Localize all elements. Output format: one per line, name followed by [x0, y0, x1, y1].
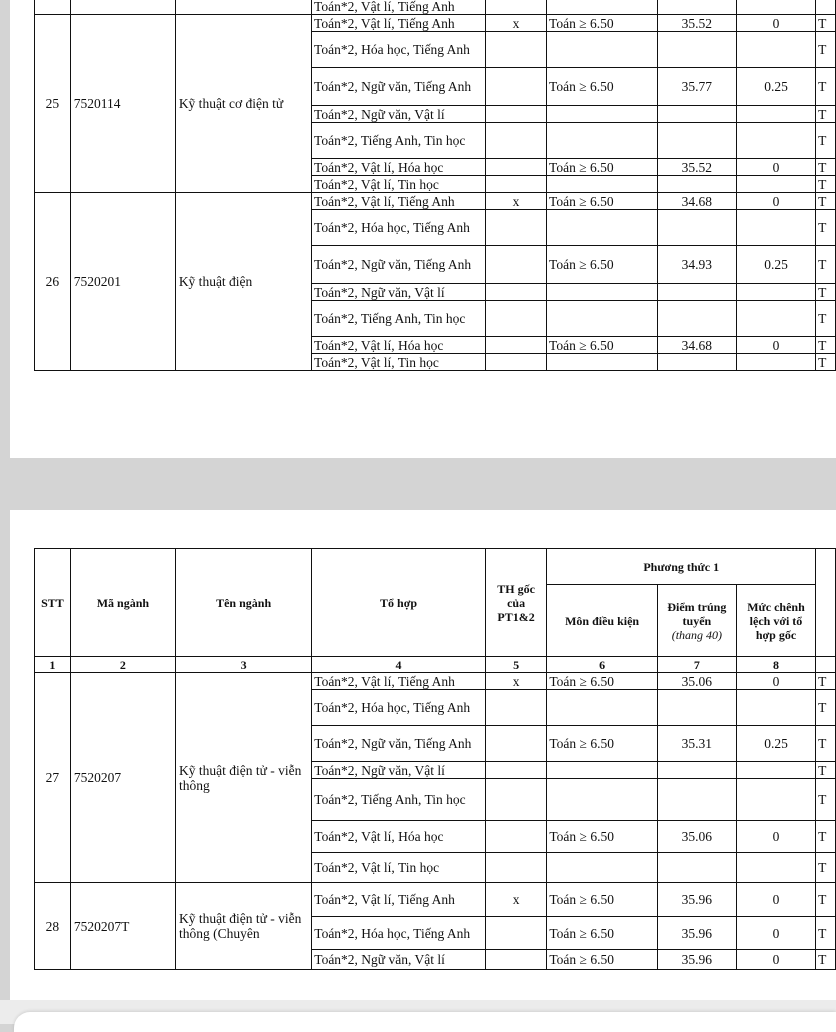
- row-combo: Toán*2, Hóa học, Tiếng Anh: [312, 32, 486, 68]
- document-page-1: [10, 0, 836, 458]
- row-combo: Toán*2, Vật lí, Tiếng Anh: [312, 193, 486, 210]
- row-combo: Toán*2, Vật lí, Tiếng Anh: [312, 15, 486, 32]
- row-combo: Toán*2, Tiếng Anh, Tin học: [312, 301, 486, 337]
- col-header-edge: [816, 549, 836, 657]
- row-score: 35.52: [657, 159, 736, 176]
- row-combo: Toán*2, Ngữ văn, Tiếng Anh: [312, 726, 486, 762]
- row-major-name: Kỹ thuật điện tử - viễn thông: [175, 673, 311, 883]
- row-orig-mark: [485, 821, 547, 853]
- row-edge: T: [816, 246, 836, 284]
- row-orig-mark: [485, 354, 546, 371]
- row-combo: Toán*2, Ngữ văn, Tiếng Anh: [312, 246, 486, 284]
- row-score: [657, 0, 736, 15]
- row-orig-mark: [485, 690, 547, 726]
- row-condition: [547, 176, 658, 193]
- row-edge: T: [816, 15, 836, 32]
- row-combo: Toán*2, Tiếng Anh, Tin học: [312, 779, 486, 821]
- table-row: [35, 0, 836, 15]
- col-header-method: Phương thức 1: [547, 549, 816, 585]
- row-edge: T: [816, 354, 836, 371]
- row-orig-mark: x: [485, 15, 546, 32]
- row-combo: Toán*2, Tiếng Anh, Tin học: [312, 123, 486, 159]
- column-number-row: [35, 657, 836, 673]
- row-edge: T: [816, 106, 836, 123]
- row-score: [657, 106, 736, 123]
- row-diff: 0.25: [736, 68, 815, 106]
- row-diff: [736, 301, 815, 337]
- row-diff: [736, 762, 815, 779]
- row-diff: [736, 176, 815, 193]
- table-row: [35, 673, 836, 690]
- row-orig-mark: [485, 159, 546, 176]
- row-condition: Toán ≥ 6.50: [547, 726, 657, 762]
- row-major-code: 7520207: [70, 673, 175, 883]
- table-header: [35, 549, 836, 673]
- admission-table-2: [34, 548, 836, 970]
- row-orig-mark: [485, 950, 547, 970]
- row-orig-mark: x: [485, 883, 547, 917]
- row-condition: [547, 762, 657, 779]
- row-diff: [736, 106, 815, 123]
- col-number: 4: [312, 657, 486, 673]
- row-orig-mark: [485, 779, 547, 821]
- col-header-orig: TH gốc của PT1&2: [485, 549, 547, 657]
- row-edge: T: [816, 883, 836, 917]
- row-score: 35.31: [657, 726, 736, 762]
- row-diff: 0: [736, 15, 815, 32]
- row-score: [657, 779, 736, 821]
- row-diff: [736, 354, 815, 371]
- row-stt: 28: [35, 883, 71, 970]
- score-header-sub: (thang 40): [671, 627, 723, 642]
- row-condition: Toán ≥ 6.50: [547, 159, 658, 176]
- col-header-score: [657, 585, 736, 657]
- row-condition: [547, 301, 658, 337]
- row-score: [657, 176, 736, 193]
- row-major-name: Kỹ thuật điện tử - viễn thông (Chuyên: [175, 883, 311, 970]
- row-score: 35.96: [657, 950, 736, 970]
- col-number: 1: [35, 657, 71, 673]
- row-score: [657, 853, 736, 883]
- row-score: 35.96: [657, 917, 736, 950]
- row-stt: 26: [35, 193, 71, 371]
- row-edge: T: [816, 726, 836, 762]
- row-orig-mark: [485, 762, 547, 779]
- col-number: 7: [657, 657, 736, 673]
- row-edge: T: [816, 337, 836, 354]
- row-score: 35.06: [657, 673, 736, 690]
- row-diff: [736, 32, 815, 68]
- row-stt: [35, 0, 71, 15]
- row-diff: [736, 0, 815, 15]
- row-diff: [736, 284, 815, 301]
- row-orig-mark: x: [485, 193, 546, 210]
- row-combo: Toán*2, Vật lí, Tin học: [312, 853, 486, 883]
- row-combo: Toán*2, Vật lí, Hóa học: [312, 821, 486, 853]
- row-condition: Toán ≥ 6.50: [547, 917, 657, 950]
- row-condition: [547, 210, 658, 246]
- row-condition: Toán ≥ 6.50: [547, 821, 657, 853]
- row-score: [657, 32, 736, 68]
- row-orig-mark: [485, 726, 547, 762]
- row-score: 35.96: [657, 883, 736, 917]
- row-edge: T: [816, 159, 836, 176]
- row-orig-mark: [485, 853, 547, 883]
- row-combo: Toán*2, Ngữ văn, Vật lí: [312, 762, 486, 779]
- row-combo: Toán*2, Ngữ văn, Tiếng Anh: [312, 68, 486, 106]
- row-orig-mark: [485, 0, 546, 15]
- row-condition: Toán ≥ 6.50: [547, 15, 658, 32]
- row-condition: [547, 690, 657, 726]
- row-combo: Toán*2, Ngữ văn, Vật lí: [312, 950, 486, 970]
- row-diff: 0: [736, 159, 815, 176]
- row-condition: [547, 32, 658, 68]
- row-combo: Toán*2, Vật lí, Tin học: [312, 354, 486, 371]
- row-condition: [547, 123, 658, 159]
- col-header-cond: Môn điều kiện: [547, 585, 657, 657]
- row-major-name: Kỹ thuật cơ điện tử: [175, 15, 311, 193]
- row-diff: 0: [736, 193, 815, 210]
- row-major-name: [175, 0, 311, 15]
- row-edge: T: [816, 821, 836, 853]
- row-combo: Toán*2, Vật lí, Tiếng Anh: [312, 0, 486, 15]
- row-diff: 0: [736, 917, 815, 950]
- col-number: 5: [485, 657, 547, 673]
- row-edge: T: [816, 779, 836, 821]
- row-edge: T: [816, 301, 836, 337]
- col-header-name: Tên ngành: [175, 549, 311, 657]
- row-diff: 0: [736, 883, 815, 917]
- row-orig-mark: [485, 284, 546, 301]
- row-condition: Toán ≥ 6.50: [547, 246, 658, 284]
- row-condition: [547, 354, 658, 371]
- row-edge: [816, 0, 836, 15]
- table-row: [35, 883, 836, 917]
- row-diff: 0.25: [736, 726, 815, 762]
- row-combo: Toán*2, Vật lí, Tin học: [312, 176, 486, 193]
- row-score: 34.93: [657, 246, 736, 284]
- row-combo: Toán*2, Hóa học, Tiếng Anh: [312, 690, 486, 726]
- row-edge: T: [816, 917, 836, 950]
- row-combo: Toán*2, Hóa học, Tiếng Anh: [312, 917, 486, 950]
- row-edge: T: [816, 673, 836, 690]
- row-condition: Toán ≥ 6.50: [547, 68, 658, 106]
- row-orig-mark: [485, 68, 546, 106]
- row-orig-mark: [485, 337, 546, 354]
- col-number: 6: [547, 657, 657, 673]
- row-stt: 25: [35, 15, 71, 193]
- row-orig-mark: [485, 123, 546, 159]
- row-orig-mark: [485, 32, 546, 68]
- row-condition: Toán ≥ 6.50: [547, 337, 658, 354]
- row-condition: [547, 853, 657, 883]
- row-major-code: 7520114: [70, 15, 175, 193]
- col-header-diff: Mức chênh lệch với tổ hợp gốc: [736, 585, 815, 657]
- row-combo: Toán*2, Ngữ văn, Vật lí: [312, 284, 486, 301]
- row-condition: Toán ≥ 6.50: [547, 883, 657, 917]
- row-edge: T: [816, 284, 836, 301]
- row-score: 34.68: [657, 193, 736, 210]
- row-edge: T: [816, 123, 836, 159]
- row-edge: T: [816, 176, 836, 193]
- row-score: [657, 762, 736, 779]
- row-major-name: Kỹ thuật điện: [175, 193, 311, 371]
- row-orig-mark: [485, 106, 546, 123]
- row-score: [657, 210, 736, 246]
- row-orig-mark: x: [485, 673, 547, 690]
- row-condition: [547, 106, 658, 123]
- bottom-sheet-edge: [14, 1012, 836, 1032]
- col-number: 2: [70, 657, 175, 673]
- row-diff: [736, 123, 815, 159]
- row-edge: T: [816, 193, 836, 210]
- row-combo: Toán*2, Hóa học, Tiếng Anh: [312, 210, 486, 246]
- row-score: 35.06: [657, 821, 736, 853]
- row-edge: T: [816, 32, 836, 68]
- col-header-code: Mã ngành: [70, 549, 175, 657]
- col-number: 3: [175, 657, 311, 673]
- row-diff: 0: [736, 673, 815, 690]
- row-score: [657, 301, 736, 337]
- col-number: 8: [736, 657, 815, 673]
- row-diff: 0: [736, 950, 815, 970]
- col-number: [816, 657, 836, 673]
- row-condition: Toán ≥ 6.50: [547, 673, 657, 690]
- col-header-combo: Tổ hợp: [312, 549, 486, 657]
- row-edge: T: [816, 853, 836, 883]
- row-score: [657, 123, 736, 159]
- row-condition: [547, 779, 657, 821]
- row-score: [657, 354, 736, 371]
- row-orig-mark: [485, 301, 546, 337]
- row-orig-mark: [485, 246, 546, 284]
- row-stt: 27: [35, 673, 71, 883]
- col-header-stt: STT: [35, 549, 71, 657]
- row-combo: Toán*2, Vật lí, Tiếng Anh: [312, 673, 486, 690]
- score-header-label: Điểm trúng tuyển: [667, 599, 727, 628]
- row-edge: T: [816, 762, 836, 779]
- row-diff: [736, 853, 815, 883]
- row-combo: Toán*2, Ngữ văn, Vật lí: [312, 106, 486, 123]
- row-orig-mark: [485, 210, 546, 246]
- admission-table-1: [34, 0, 836, 371]
- row-diff: [736, 690, 815, 726]
- row-combo: Toán*2, Vật lí, Hóa học: [312, 337, 486, 354]
- row-condition: Toán ≥ 6.50: [547, 950, 657, 970]
- row-diff: 0.25: [736, 246, 815, 284]
- row-major-code: [70, 0, 175, 15]
- row-condition: [547, 0, 658, 15]
- table-row: [35, 15, 836, 32]
- row-condition: Toán ≥ 6.50: [547, 193, 658, 210]
- row-orig-mark: [485, 176, 546, 193]
- table-row: [35, 193, 836, 210]
- row-orig-mark: [485, 917, 547, 950]
- row-score: 35.52: [657, 15, 736, 32]
- row-edge: T: [816, 950, 836, 970]
- row-major-code: 7520201: [70, 193, 175, 371]
- row-diff: 0: [736, 821, 815, 853]
- row-combo: Toán*2, Vật lí, Hóa học: [312, 159, 486, 176]
- row-diff: [736, 210, 815, 246]
- row-score: 35.77: [657, 68, 736, 106]
- row-diff: 0: [736, 337, 815, 354]
- row-edge: T: [816, 210, 836, 246]
- row-major-code: 7520207T: [70, 883, 175, 970]
- row-score: [657, 690, 736, 726]
- row-condition: [547, 284, 658, 301]
- document-page-2: [10, 510, 836, 1000]
- row-edge: T: [816, 68, 836, 106]
- row-score: 34.68: [657, 337, 736, 354]
- row-combo: Toán*2, Vật lí, Tiếng Anh: [312, 883, 486, 917]
- row-diff: [736, 779, 815, 821]
- row-edge: T: [816, 690, 836, 726]
- row-score: [657, 284, 736, 301]
